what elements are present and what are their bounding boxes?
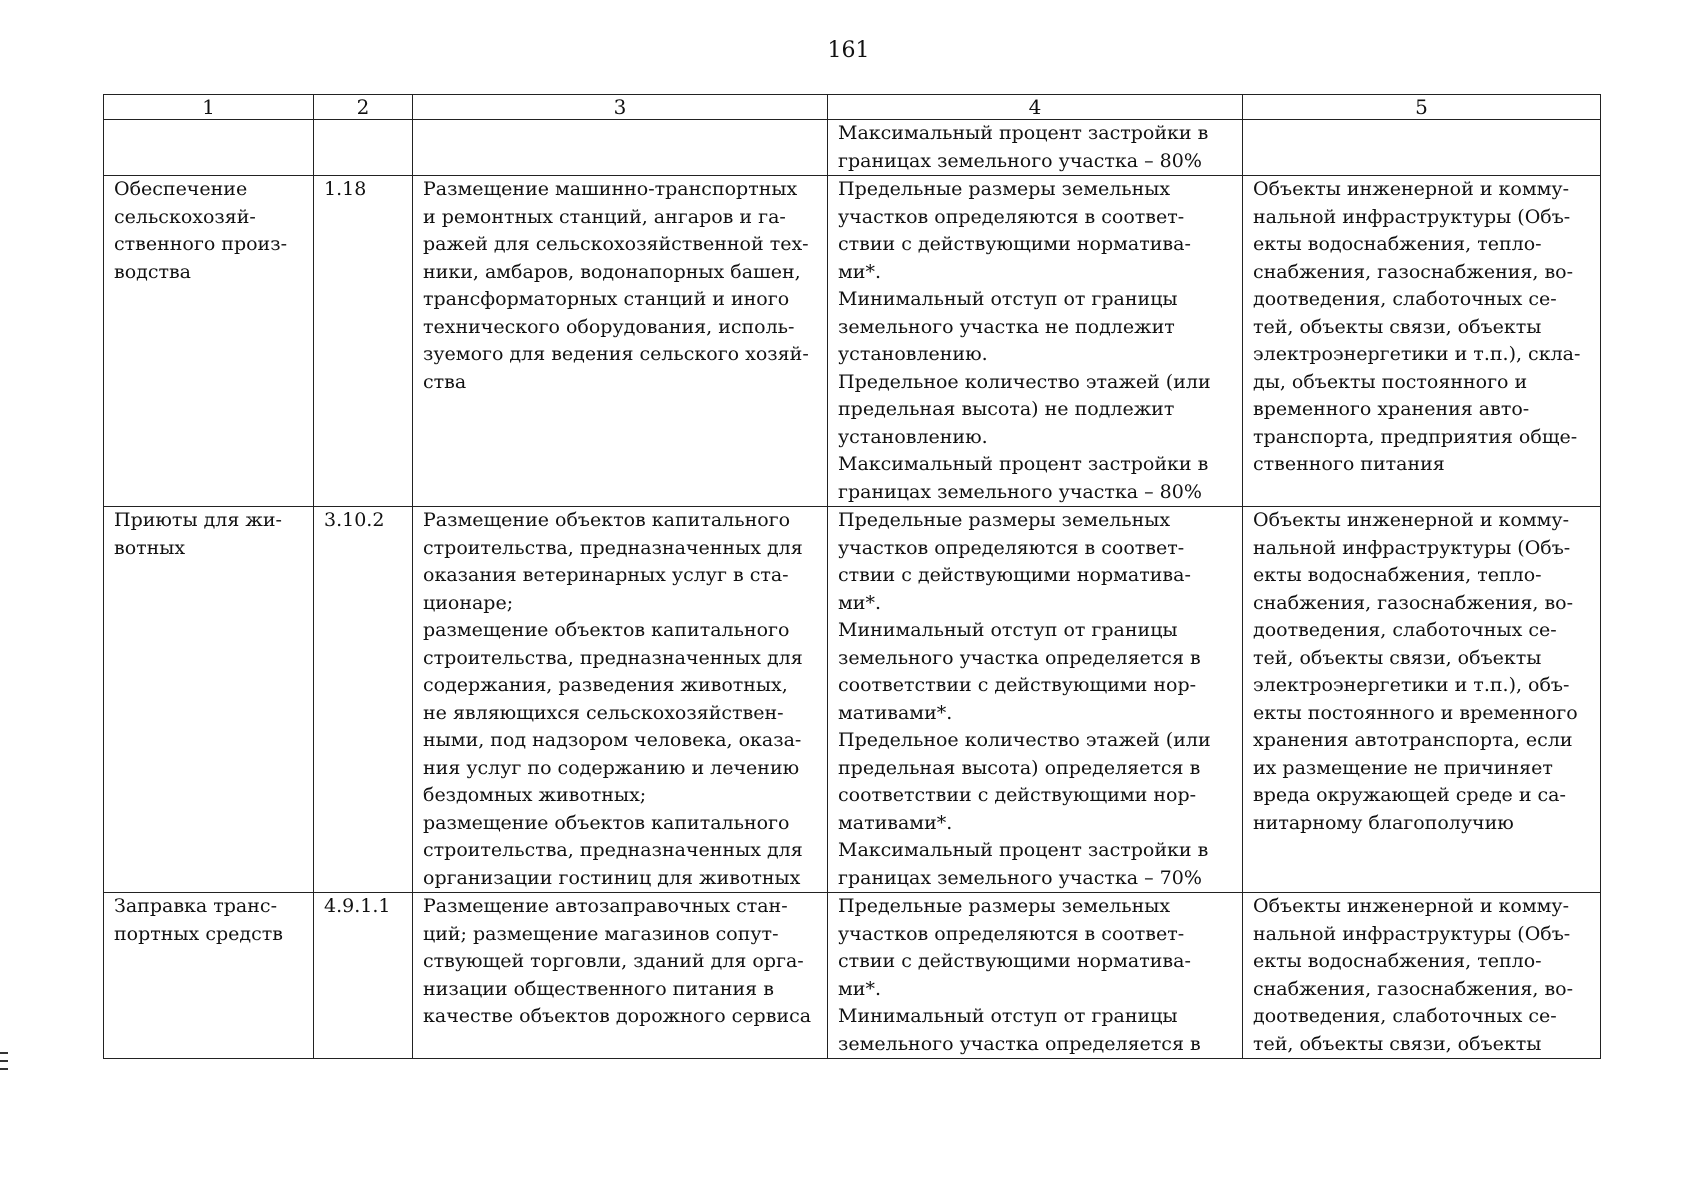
building-parameters-cell [828, 893, 1243, 1059]
cell-text-line: организации гостиниц для животных [423, 866, 801, 889]
auxiliary-uses-cell [1243, 120, 1601, 176]
cell-text-line: участков определяются в соответ- [838, 536, 1185, 559]
cell-text-line: Объекты инженерной и комму- [1253, 509, 1569, 531]
land-use-name-cell [104, 507, 314, 893]
cell-text-line: границах земельного участка – 80% [838, 149, 1202, 172]
cell-text-line: Минимальный отступ от границы [838, 288, 1178, 310]
cell-text-line: ды, объекты постоянного и [1253, 370, 1528, 393]
header-row [104, 95, 1601, 120]
cell-text-line: строительства, предназначенных для [423, 839, 803, 861]
cell-text-line: ствии с действующими норматива- [838, 950, 1191, 972]
cell-text-line: портных средств [114, 922, 283, 945]
cell-text-line: екты водоснабжения, тепло- [1253, 233, 1542, 255]
cell-text-line: сельскохозяй- [114, 205, 256, 228]
cell-text-line: строительства, предназначенных для [423, 646, 803, 669]
cell-text-line: 4.9.1.1 [324, 895, 391, 917]
cell-text-line: ствии с действующими норматива- [838, 564, 1191, 586]
column-header-3: 3 [413, 95, 828, 120]
cell-text-line: Минимальный отступ от границы [838, 619, 1178, 641]
cell-text-line: земельного участка определяется в [838, 1032, 1201, 1055]
table-row [104, 176, 1601, 507]
cell-text-line: установлению. [838, 425, 988, 448]
cell-text-line: низации общественного питания в [423, 977, 774, 1000]
cell-text-line: Объекты инженерной и комму- [1253, 895, 1569, 917]
cell-text-line: ми*. [838, 260, 881, 283]
cell-text-line: нитарному благополучию [1253, 811, 1514, 834]
cell-text-line: земельного участка не подлежит [838, 315, 1175, 338]
cell-text-line: доотведения, слаботочных се- [1253, 619, 1557, 641]
table-row [104, 507, 1601, 893]
cell-text-line: ства [423, 370, 467, 393]
cell-text-line: снабжения, газоснабжения, во- [1253, 260, 1574, 283]
cell-text-line: Обеспечение [114, 178, 248, 200]
cell-text-line: 1.18 [324, 178, 367, 200]
zoning-table [103, 94, 1601, 1059]
cell-text-line: мативами*. [838, 701, 953, 724]
use-description-cell [413, 507, 828, 893]
use-description-cell [413, 120, 828, 176]
building-parameters-cell [828, 507, 1243, 893]
table-row [104, 893, 1601, 1059]
cell-text-line: Предельное количество этажей (или [838, 729, 1211, 751]
cell-text-line: бездомных животных; [423, 784, 647, 806]
cell-text-line: оказания ветеринарных услуг в ста- [423, 564, 789, 586]
cell-text-line: ми*. [838, 591, 881, 614]
margin-mark [0, 1052, 8, 1054]
cell-text-line: не являющихся сельскохозяйствен- [423, 701, 784, 724]
use-description-cell [413, 893, 828, 1059]
cell-text-line: предельная высота) определяется в [838, 756, 1201, 779]
cell-text-line: транспорта, предприятия обще- [1253, 425, 1578, 448]
cell-text-line: доотведения, слаботочных се- [1253, 288, 1557, 310]
use-code-cell [314, 507, 413, 893]
cell-text-line: ствии с действующими норматива- [838, 233, 1191, 255]
cell-text-line: Предельные размеры земельных [838, 178, 1171, 200]
land-use-name-cell [104, 120, 314, 176]
cell-text-line: нальной инфраструктуры (Объ- [1253, 922, 1571, 945]
cell-text-line: трансформаторных станций и иного [423, 288, 790, 310]
column-header-2: 2 [314, 95, 413, 120]
cell-text-line: тей, объекты связи, объекты [1253, 1032, 1542, 1055]
cell-text-line: нальной инфраструктуры (Объ- [1253, 536, 1571, 559]
cell-text-line: Объекты инженерной и комму- [1253, 178, 1569, 200]
cell-text-line: вотных [114, 536, 186, 559]
cell-text-line: границах земельного участка – 70% [838, 866, 1202, 889]
cell-text-line: соответствии с действующими нор- [838, 674, 1197, 696]
use-code-cell [314, 120, 413, 176]
use-description-cell [413, 176, 828, 507]
cell-text-line: электроэнергетики и т.п.), скла- [1253, 343, 1581, 365]
building-parameters-cell [828, 120, 1243, 176]
cell-text-line: вреда окружающей среде и са- [1253, 784, 1566, 806]
cell-text-line: ражей для сельскохозяйственной тех- [423, 233, 809, 255]
cell-text-line: ственного питания [1253, 453, 1445, 475]
cell-text-line: содержания, разведения животных, [423, 674, 788, 696]
cell-text-line: Предельное количество этажей (или [838, 370, 1211, 393]
cell-text-line: электроэнергетики и т.п.), объ- [1253, 674, 1570, 696]
cell-text-line: Максимальный процент застройки в [838, 839, 1209, 861]
cell-text-line: и ремонтных станций, ангаров и га- [423, 205, 786, 228]
use-code-cell [314, 176, 413, 507]
cell-text-line: ния услуг по содержанию и лечению [423, 756, 800, 779]
land-use-name-cell [104, 893, 314, 1059]
cell-text-line: ций; размещение магазинов сопут- [423, 922, 779, 945]
cell-text-line: их размещение не причиняет [1253, 756, 1553, 779]
cell-text-line: екты водоснабжения, тепло- [1253, 564, 1542, 586]
cell-text-line: нальной инфраструктуры (Объ- [1253, 205, 1571, 228]
cell-text-line: Размещение объектов капитального [423, 509, 791, 531]
cell-text-line: участков определяются в соответ- [838, 205, 1185, 228]
cell-text-line: строительства, предназначенных для [423, 536, 803, 559]
auxiliary-uses-cell [1243, 893, 1601, 1059]
column-header-1: 1 [104, 95, 314, 120]
cell-text-line: земельного участка определяется в [838, 646, 1201, 669]
cell-text-line: Размещение машинно-транспортных [423, 178, 798, 200]
cell-text-line: екты водоснабжения, тепло- [1253, 950, 1542, 972]
auxiliary-uses-cell [1243, 176, 1601, 507]
land-use-name-cell [104, 176, 314, 507]
cell-text-line: ционаре; [423, 591, 514, 614]
building-parameters-cell [828, 176, 1243, 507]
cell-text-line: тей, объекты связи, объекты [1253, 646, 1542, 669]
cell-text-line: хранения автотранспорта, если [1253, 729, 1573, 751]
cell-text-line: ми*. [838, 977, 881, 1000]
cell-text-line: Приюты для жи- [114, 509, 282, 531]
cell-text-line: снабжения, газоснабжения, во- [1253, 591, 1574, 614]
column-header-5: 5 [1243, 95, 1601, 120]
cell-text-line: снабжения, газоснабжения, во- [1253, 977, 1574, 1000]
cell-text-line: установлению. [838, 343, 988, 365]
cell-text-line: ствующей торговли, зданий для орга- [423, 950, 804, 972]
cell-text-line: екты постоянного и временного [1253, 701, 1578, 724]
cell-text-line: тей, объекты связи, объекты [1253, 315, 1542, 338]
cell-text-line: участков определяются в соответ- [838, 922, 1185, 945]
table-row [104, 120, 1601, 176]
cell-text-line: ники, амбаров, водонапорных башен, [423, 260, 801, 283]
cell-text-line: временного хранения авто- [1253, 398, 1530, 420]
use-code-cell [314, 893, 413, 1059]
cell-text-line: Максимальный процент застройки в [838, 453, 1209, 475]
column-header-4: 4 [828, 95, 1243, 120]
cell-text-line: водства [114, 260, 192, 283]
cell-text-line: Минимальный отступ от границы [838, 1005, 1178, 1027]
page-number: 161 [827, 38, 870, 63]
cell-text-line: мативами*. [838, 811, 953, 834]
cell-text-line: ственного произ- [114, 233, 288, 255]
cell-text-line: размещение объектов капитального [423, 811, 790, 834]
cell-text-line: доотведения, слаботочных се- [1253, 1005, 1557, 1027]
cell-text-line: Предельные размеры земельных [838, 895, 1171, 917]
cell-text-line: ными, под надзором человека, оказа- [423, 729, 802, 751]
margin-mark [0, 1068, 8, 1070]
cell-text-line: Заправка транс- [114, 895, 277, 917]
cell-text-line: Предельные размеры земельных [838, 509, 1171, 531]
cell-text-line: 3.10.2 [324, 509, 385, 531]
cell-text-line: зуемого для ведения сельского хозяй- [423, 343, 809, 365]
cell-text-line: предельная высота) не подлежит [838, 398, 1175, 420]
cell-text-line: границах земельного участка – 80% [838, 480, 1202, 503]
auxiliary-uses-cell [1243, 507, 1601, 893]
cell-text-line: соответствии с действующими нор- [838, 784, 1197, 806]
margin-mark [0, 1060, 8, 1062]
cell-text-line: размещение объектов капитального [423, 619, 790, 641]
margin-marks [0, 1052, 12, 1076]
cell-text-line: технического оборудования, исполь- [423, 315, 795, 338]
cell-text-line: качестве объектов дорожного сервиса [423, 1005, 812, 1027]
cell-text-line: Максимальный процент застройки в [838, 122, 1209, 144]
cell-text-line: Размещение автозаправочных стан- [423, 895, 788, 917]
